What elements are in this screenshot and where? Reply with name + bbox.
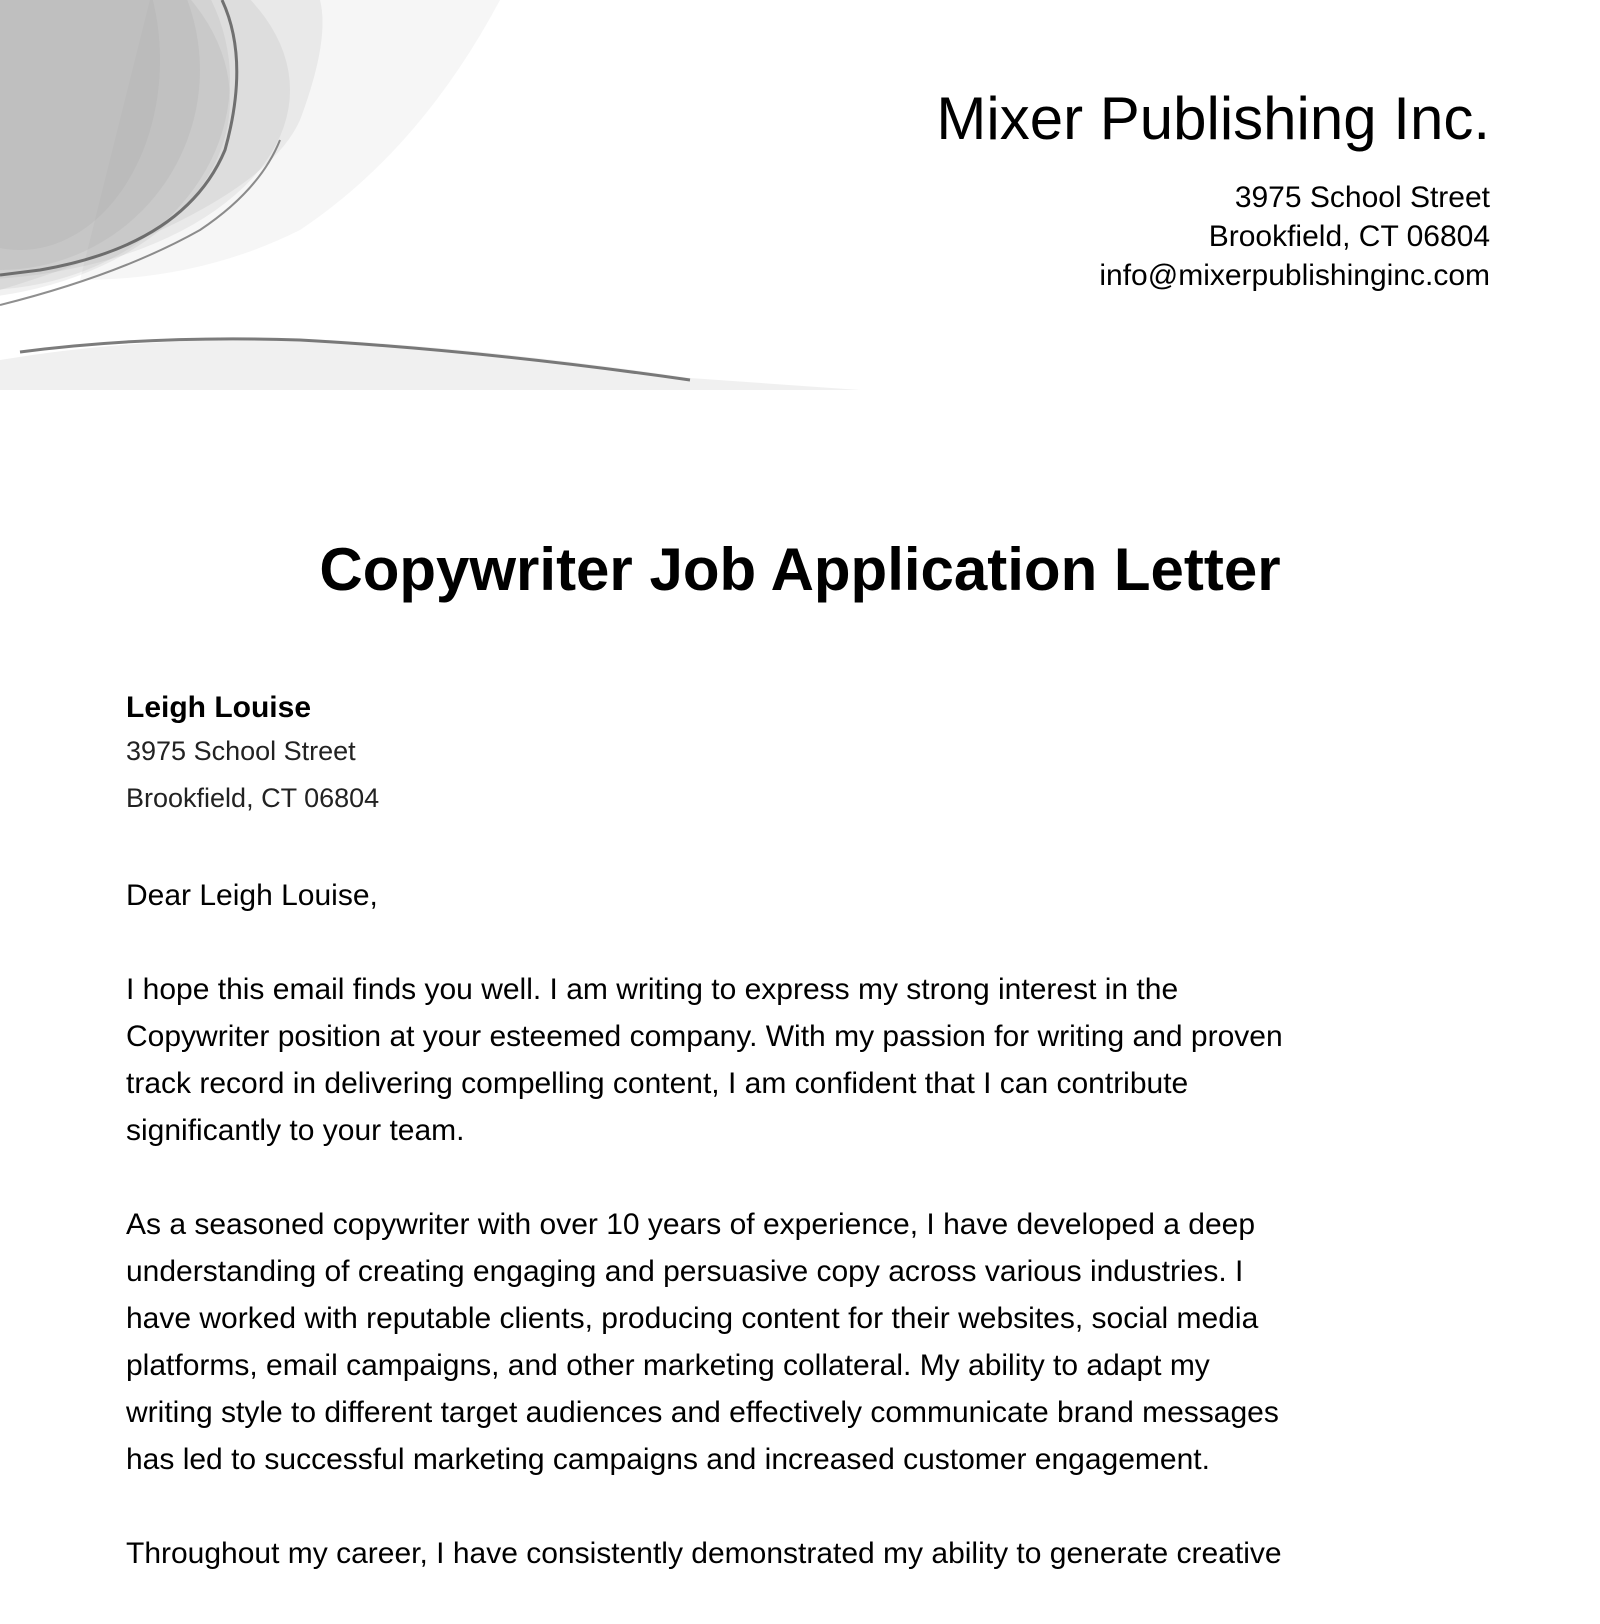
company-street: 3975 School Street — [1234, 181, 1490, 214]
paragraph-line: Copywriter position at your esteemed company. With my passion for writing and proven — [126, 1020, 1283, 1053]
paragraph-line: significantly to your team. — [126, 1114, 465, 1147]
paragraph-line: Throughout my career, I have consistently demonstrated my ability to generate creative — [126, 1537, 1282, 1570]
paragraph-line: platforms, email campaigns, and other marketing collateral. My ability to adapt my — [126, 1349, 1210, 1382]
paragraph — [126, 1201, 1283, 1483]
letter-body — [126, 872, 1283, 1624]
decorative-swoosh-graphic — [0, 0, 860, 390]
paragraph-line: I hope this email finds you well. I am writing to express my strong interest in the — [126, 973, 1179, 1006]
paragraph — [126, 1530, 1283, 1577]
paragraph-line: have worked with reputable clients, producing content for their websites, social media — [126, 1302, 1259, 1335]
paragraph-line: writing style to different target audiences and effectively communicate brand messages — [126, 1396, 1279, 1429]
sender-name: Leigh Louise — [126, 691, 312, 724]
paragraph-line: understanding of creating engaging and persuasive copy across various industries. I — [126, 1255, 1244, 1288]
sender-block — [126, 688, 379, 822]
sender-city: Brookfield, CT 06804 — [126, 783, 380, 813]
paragraph — [126, 966, 1283, 1154]
company-name: Mixer Publishing Inc. — [936, 85, 1490, 152]
salutation: Dear Leigh Louise, — [126, 879, 378, 912]
letter-title: Copywriter Job Application Letter — [319, 536, 1281, 603]
paragraph-line: track record in delivering compelling content, I am confident that I can contribute — [126, 1067, 1189, 1100]
sender-street: 3975 School Street — [126, 736, 356, 766]
paragraph-line: has led to successful marketing campaigns and increased customer engagement. — [126, 1443, 1210, 1476]
paragraph-line: As a seasoned copywriter with over 10 years of experience, I have developed a deep — [126, 1208, 1256, 1241]
company-city: Brookfield, CT 06804 — [1208, 220, 1490, 253]
company-email: info@mixerpublishinginc.com — [1099, 259, 1490, 292]
company-address — [1099, 178, 1490, 295]
